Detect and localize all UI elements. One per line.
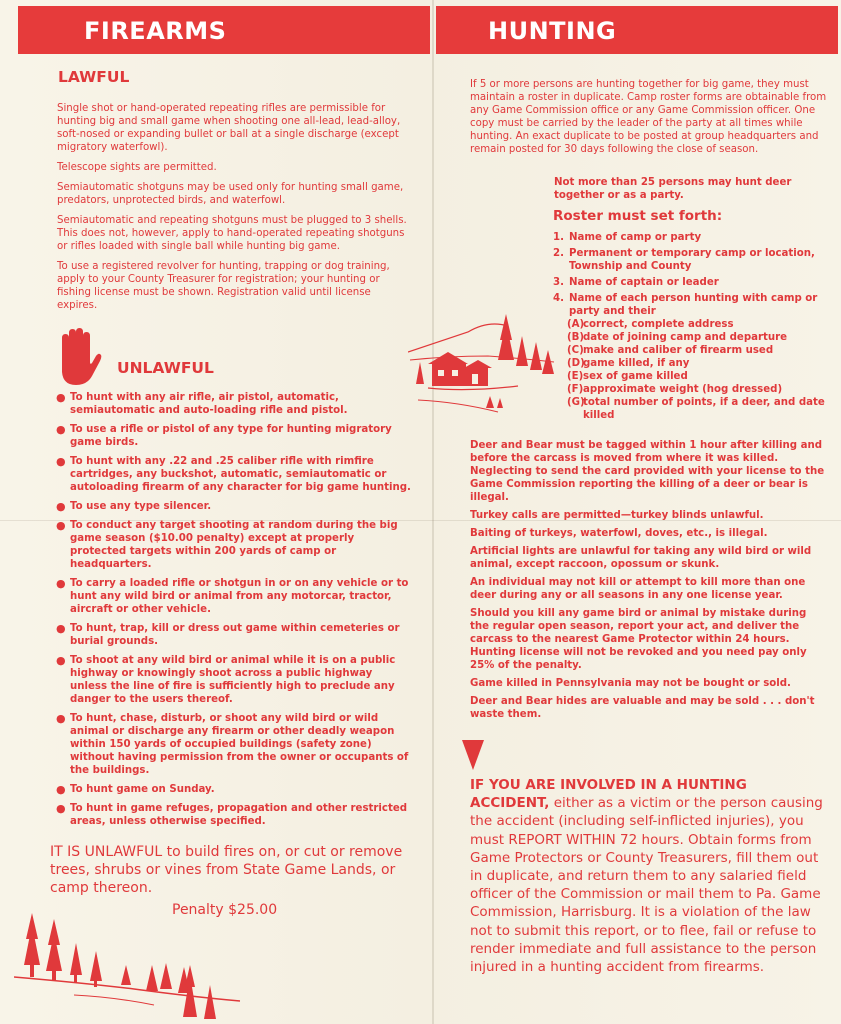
list-item: (F) approximate weight (hog dressed): [567, 384, 783, 395]
list-item: (C) make and caliber of firearm used: [567, 345, 774, 356]
lawful-section: [57, 102, 412, 319]
list-item: ● To hunt, chase, disturb, or shoot any wild bird or wild animal or discharge any firearm or other deadly weapon within 150 yards of occupied buildings (safety zone) without having permission from the owner or occupants of the buildings.: [56, 712, 409, 776]
bullet-icon: ●: [56, 622, 66, 635]
rule-paragraph: Game killed in Pennsylvania may not be bought or sold.: [470, 678, 791, 689]
firearms-title: FIREARMS: [84, 17, 227, 45]
bullet-icon: ●: [56, 577, 66, 590]
list-item: 4. Name of each person hunting with camp or party and their: [553, 293, 818, 317]
fires-notice: IT IS UNLAWFUL to build fires on, or cut or remove trees, shrubs or vines from State Game Lands, or camp thereon.: [50, 844, 403, 896]
list-item: ● To shoot at any wild bird or animal while it is on a public highway or knowingly shoot across a public highway unless the line of fire is sufficiently high to preclude any danger to the users thereof.: [56, 654, 396, 705]
firearms-banner: [18, 6, 430, 54]
bullet-icon: ●: [56, 802, 66, 815]
bullet-icon: ●: [56, 391, 66, 404]
roster-intro: If 5 or more persons are hunting together for big game, they must maintain a roster in duplicate. Camp roster forms are obtainable from any Game Commission office or any Game Commission officer. One copy must be carried by the leader of the party at all times while hunting. An exact duplicate to be posted at group headquarters and remain posted for 30 days following the close of season.: [470, 79, 827, 155]
list-item: (G) total number of points, if a deer, and date killed: [567, 397, 825, 421]
lawful-paragraph: Single shot or hand-operated repeating rifles are permissible for hunting big and small game when shooting one all-lead, lead-alloy, soft-nosed or expanding bullet or ball at a single discharge (except migratory waterfowl).: [57, 103, 401, 153]
stop-hand-icon: [52, 328, 102, 386]
lawful-heading: LAWFUL: [58, 68, 130, 86]
bullet-icon: ●: [56, 654, 66, 667]
list-item: ● To use any type silencer.: [56, 500, 212, 513]
rule-paragraph: An individual may not kill or attempt to kill more than one deer during any or all seasons in any one license year.: [470, 577, 806, 601]
hunting-rules: [470, 439, 828, 726]
accident-notice: IF YOU ARE INVOLVED IN A HUNTING ACCIDENT, either as a victim or the person causing the accident (including self-inflicted injuries), you must REPORT WITHIN 72 hours. Obtain forms from Game Protectors or County Treasurers, fill them out in duplicate, and return them to any salaried field officer of the Commission or mail them to Pa. Game Commission, Harrisburg. It is a violation of the law not to submit this report, or to flee, fail or refuse to render immediate and full assistance to the person injured in a hunting accident from firearms.: [470, 777, 823, 976]
list-item: ● To hunt in game refuges, propagation and other restricted areas, unless otherwise specified.: [56, 802, 408, 827]
cabin-illustration: [408, 312, 556, 417]
roster-list: [553, 231, 831, 422]
rule-paragraph: Turkey calls are permitted—turkey blinds unlawful.: [470, 510, 764, 521]
lawful-paragraph: Telescope sights are permitted.: [57, 162, 217, 173]
lawful-paragraph: Semiautomatic shotguns may be used only for hunting small game, predators, unprotected birds, and waterfowl.: [57, 182, 404, 206]
lawful-paragraph: To use a registered revolver for hunting, trapping or dog training, apply to your County Treasurer for registration; your hunting or fishing license must be shown. Registration valid until license expires.: [57, 261, 390, 311]
hunting-title: HUNTING: [488, 17, 617, 45]
rule-paragraph: Artificial lights are unlawful for taking any wild bird or wild animal, except raccoon, opossum or skunk.: [470, 546, 812, 570]
list-item: ● To conduct any target shooting at random during the big game season ($10.00 penalty) except at properly protected targets within 200 yards of camp or headquarters.: [56, 519, 398, 570]
list-item: (A) correct, complete address: [567, 319, 734, 330]
list-item: ● To hunt, trap, kill or dress out game within cemeteries or burial grounds.: [56, 622, 400, 647]
lawful-paragraph: Semiautomatic and repeating shotguns must be plugged to 3 shells. This does not, however, apply to hand-operated repeating shotguns or rifles loaded with single ball while hunting big game.: [57, 215, 407, 252]
list-item: 2. Permanent or temporary camp or location, Township and County: [553, 248, 815, 272]
deer-party-limit: Not more than 25 persons may hunt deer together or as a party.: [554, 177, 792, 201]
bullet-icon: ●: [56, 455, 66, 468]
accident-lead: IF YOU ARE INVOLVED IN A HUNTING ACCIDENT,: [470, 777, 747, 812]
rule-paragraph: Deer and Bear hides are valuable and may be sold . . . don't waste them.: [470, 696, 815, 720]
rule-paragraph: Should you kill any game bird or animal by mistake during the regular open season, report your act, and deliver the carcass to the nearest Game Protector within 24 hours. Hunting license will not be revoked and you need pay only 25% of the penalty.: [470, 608, 807, 671]
list-item: 3. Name of captain or leader: [553, 277, 719, 288]
list-item: ● To hunt with any air rifle, air pistol, automatic, semiautomatic and auto-loading rifle and pistol.: [56, 391, 348, 416]
list-item: ● To hunt game on Sunday.: [56, 783, 215, 796]
triangle-marker-icon: [462, 740, 484, 770]
list-item: (D) game killed, if any: [567, 358, 690, 369]
list-item: (B) date of joining camp and departure: [567, 332, 788, 343]
roster-sub-list: [553, 318, 831, 422]
report-deadline: REPORT WITHIN 72 hours.: [508, 831, 684, 848]
penalty-text: Penalty $25.00: [172, 902, 278, 918]
bullet-icon: ●: [56, 783, 66, 796]
list-item: (E) sex of game killed: [567, 371, 688, 382]
rule-paragraph: Baiting of turkeys, waterfowl, doves, etc., is illegal.: [470, 528, 768, 539]
list-item: 1. Name of camp or party: [553, 232, 702, 243]
unlawful-list: [54, 391, 412, 834]
unlawful-heading: UNLAWFUL: [117, 359, 214, 377]
roster-heading: Roster must set forth:: [553, 208, 723, 224]
center-fold: [432, 0, 434, 1024]
list-item: ● To carry a loaded rifle or shotgun in or on any vehicle or to hunt any wild bird or animal from any motorcar, tractor, aircraft or other vehicle.: [56, 577, 409, 615]
bullet-icon: ●: [56, 519, 66, 532]
bullet-icon: ●: [56, 500, 66, 513]
bullet-icon: ●: [56, 712, 66, 725]
pine-trees-illustration: [14, 905, 244, 1020]
bullet-icon: ●: [56, 423, 66, 436]
list-item: ● To hunt with any .22 and .25 caliber rifle with rimfire cartridges, any buckshot, automatic, semiautomatic or autoloading firearm of any character for big game hunting.: [56, 455, 411, 493]
rule-paragraph: Deer and Bear must be tagged within 1 hour after killing and before the carcass is moved from where it was killed. Neglecting to send the card provided with your license to the Game Commission reporting the killing of a deer or bear is illegal.: [470, 440, 825, 503]
list-item: ● To use a rifle or pistol of any type for hunting migratory game birds.: [56, 423, 392, 448]
hunting-banner: [436, 6, 838, 54]
